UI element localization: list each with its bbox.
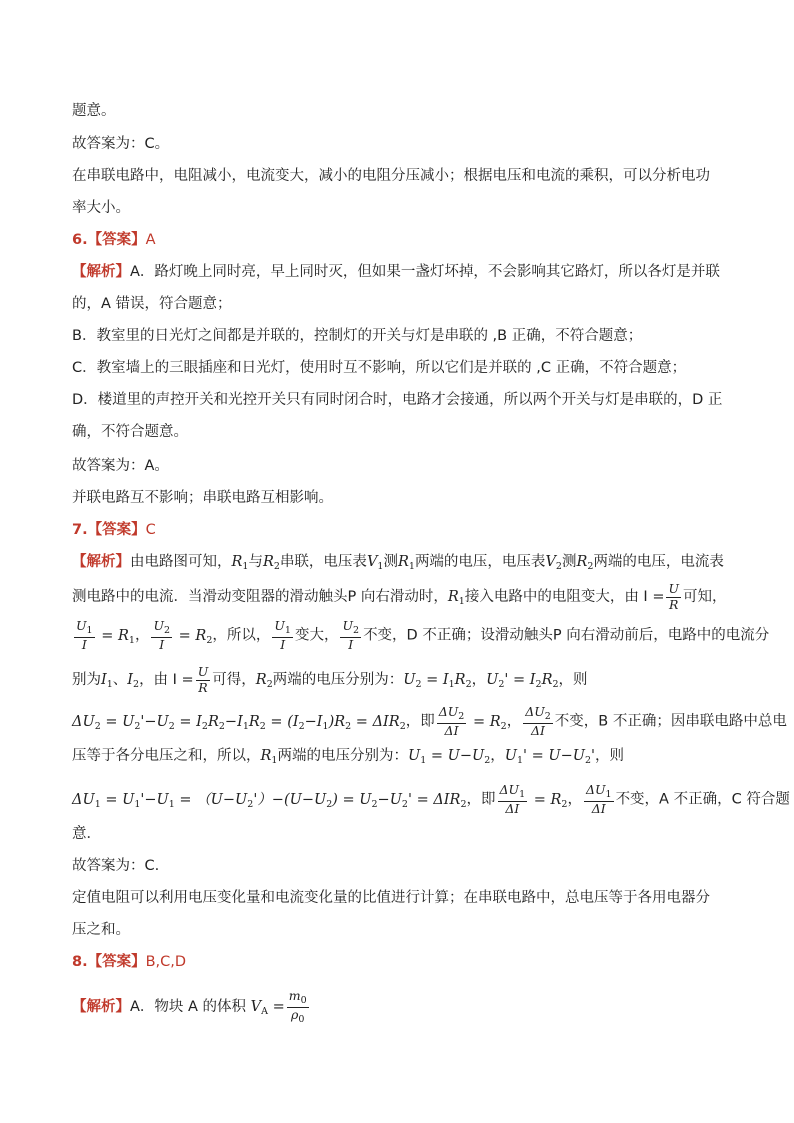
text-line: 压之和。 [72,922,130,938]
q7-answer: C [145,522,156,538]
text-line: 确，不符合题意。 [72,424,188,440]
text-line: 定值电阻可以利用电压变化量和电流变化量的比值进行计算；在串联电路中，总电压等于各用电器分 [72,890,710,906]
text-line: B．教室里的日光灯之间都是并联的，控制灯的开关与灯是串联的 ,B 正确，不符合题意； [72,328,643,344]
text-line: 别为$I_1$、$I_2$，由 I = $\frac{U}{R}$ 可得，$R_2$两端的电压分别为：$U_2 = I_1R_2$，$U_2' = I_2R_2$，则 [72,664,588,695]
q7-heading: 7.【答案】C [72,522,156,538]
text-line: $\Delta U_1 = U_1'-U_1 = (U-U_2')-(U-U_2) = U_2-U_2' = \Delta IR_2$，即 $\frac{\Delta U_1}{\Delta I}$ = $R_2$， $\frac{\Delta U_1}{\Delta I}$ 不变，A 不正确，C 符合题 [72,782,790,816]
text-line: 的，A 错误，符合题意； [72,296,232,312]
text-line: 【解析】由电路图可知，$R_1$与$R_2$串联，电压表$V_1$测$R_1$两端的电压，电压表$V_2$测$R_2$两端的电压，电流表 [72,554,724,572]
text-line: 故答案为：C. [72,858,160,874]
answer-tag: 【答案】 [87,232,146,248]
text-line: 题意。 [72,103,116,119]
q8-answer: B,C,D [145,954,187,970]
q6-answer: A [145,232,156,248]
text-line: 压等于各分电压之和，所以，$R_1$两端的电压分别为：$U_1 = U-U_2$，$U_1' = U-U_2'$，则 [72,748,625,766]
analysis-tag: 【解析】 [72,999,130,1015]
text-line: D．楼道里的声控开关和光控开关只有同时闭合时，电路才会接通，所以两个开关与灯是串联的，D 正 [72,392,723,408]
q6-heading [72,229,156,251]
text-line: 故答案为：C。 [72,136,170,152]
q8-heading: 8.【答案】B,C,D [72,954,187,970]
text-line: 【解析】A．路灯晚上同时亮，早上同时灭，但如果一盏灯坏掉，不会影响其它路灯，所以各灯是并联 [72,264,720,280]
text-line: 意． [72,826,101,842]
text-line: 并联电路互不影响；串联电路互相影响。 [72,490,333,506]
q6-num: 6. [72,232,88,248]
text-line: 测电路中的电流．当滑动变阻器的滑动触头P 向右滑动时，$R_1$接入电路中的电阻变大，由 I = $\frac{U}{R}$ 可知， [72,581,727,612]
text-line: C．教室墙上的三眼插座和日光灯，使用时互不影响，所以它们是并联的 ,C 正确，不符合题意； [72,360,687,376]
analysis-tag: 【解析】 [72,264,130,280]
text-line: 率大小。 [72,200,130,216]
text-line: 在串联电路中，电阻减小，电流变大，减小的电阻分压减小；根据电压和电流的乘积，可以分析电功 [72,168,710,184]
answer-tag: 【答案】 [87,954,146,970]
text-line: 故答案为：A。 [72,458,169,474]
text-line: 【解析】A．物块 A 的体积 $V_A$ = $\frac{m_0}{\rho_0}$ [72,988,307,1025]
text-line: $\Delta U_2 = U_2'-U_2 = I_2R_2-I_1R_2 = (I_2-I_1)R_2 = \Delta IR_2$，即 $\frac{\Delta U_2}{\Delta I}$ = $R_2$， $\frac{\Delta U_2}{\Delta I}$ 不变，B 不正确；因串联电路中总电 [72,704,787,738]
answer-tag: 【答案】 [87,522,146,538]
analysis-tag: 【解析】 [72,554,130,570]
text-line: $\frac{U_1}{I}$ = $R_1$， $\frac{U_2}{I}$ = $R_2$，所以， $\frac{U_1}{I}$ 变大， $\frac{U_2}{I}$ 不变，D 不正确；设滑动触头P 向右滑动前后，电路中的电流分 [76,618,770,652]
